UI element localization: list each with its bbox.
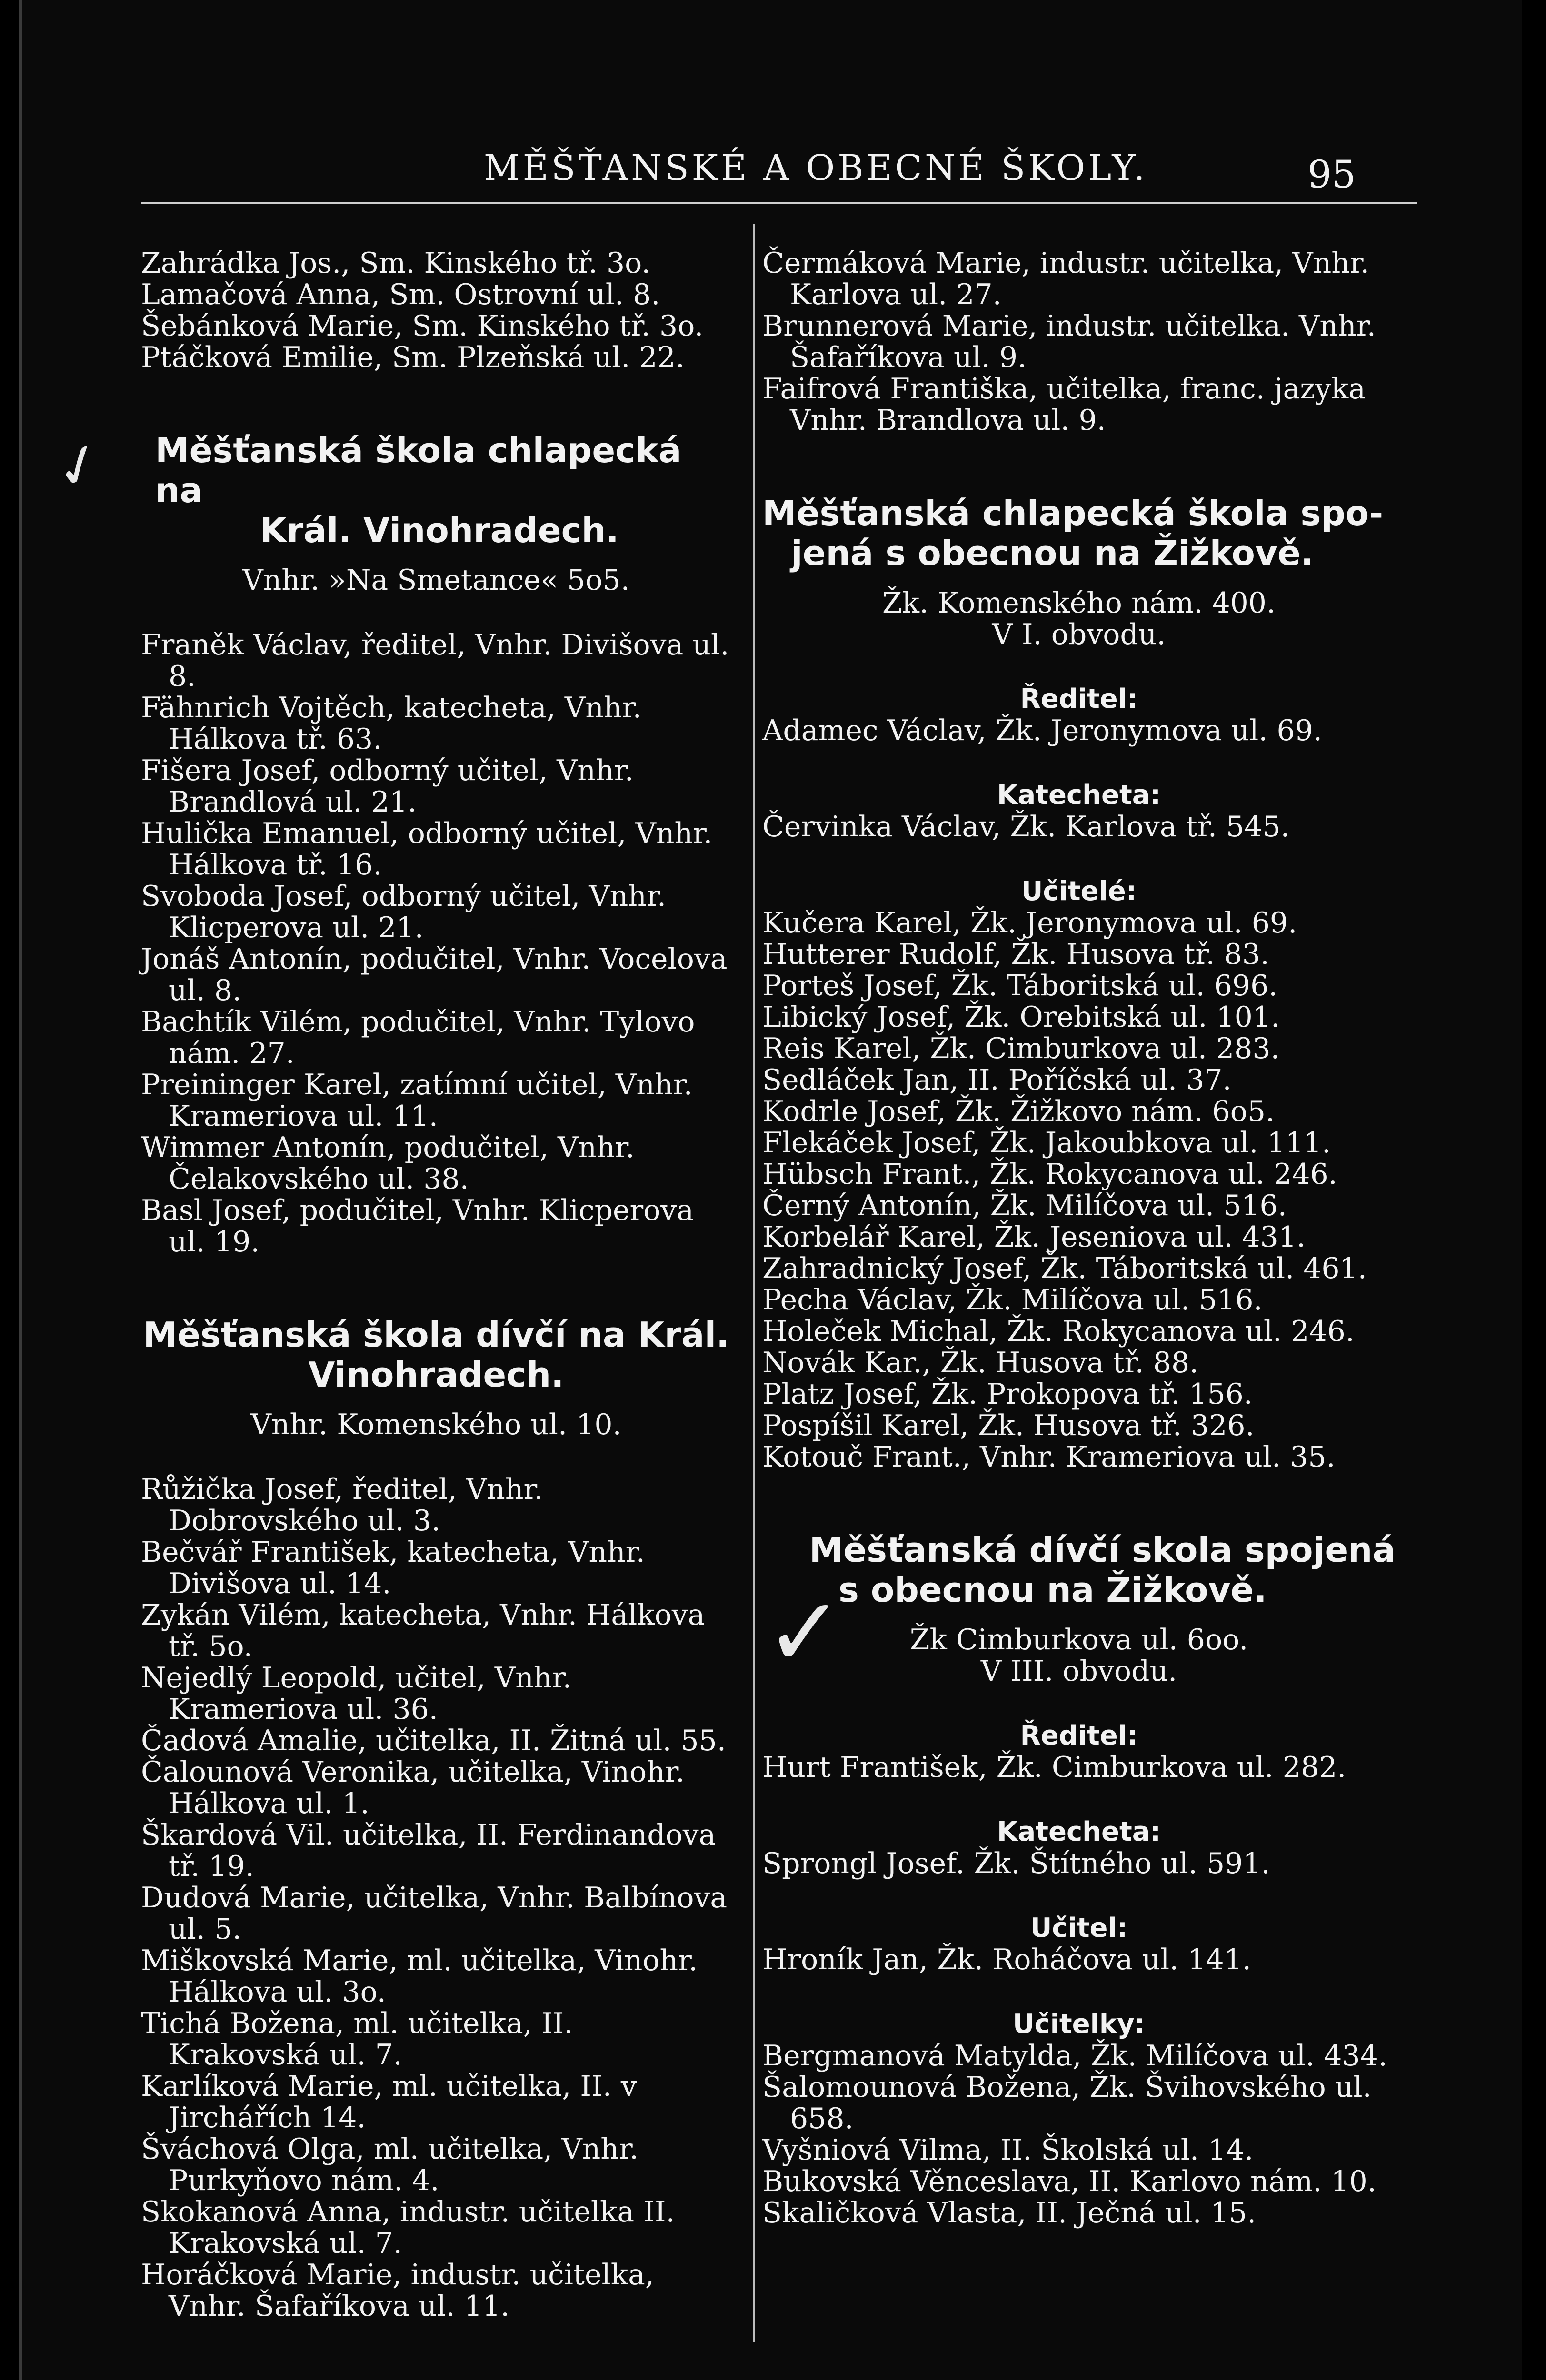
list-item: Franěk Václav, ředitel, Vnhr. Divišova ul. 8. (141, 628, 729, 693)
school-district: V I. obvodu. (992, 618, 1166, 651)
list-item: Lamačová Anna, Sm. Ostrovní ul. 8. (141, 278, 660, 311)
role-heading: Učitel: (1030, 1913, 1128, 1944)
school-title: Vinohradech. (308, 1355, 564, 1395)
role-heading: Ředitel: (1020, 1720, 1138, 1751)
list-item: Porteš Josef, Žk. Táboritská ul. 696. (762, 969, 1278, 1002)
list-item: Černý Antonín, Žk. Milíčova ul. 516. (762, 1189, 1287, 1222)
list-item: Korbelář Karel, Žk. Jeseniova ul. 431. (762, 1220, 1306, 1254)
list-item: Wimmer Antonín, podučitel, Vnhr. Čelakovského ul. 38. (141, 1131, 635, 1196)
list-item: Tichá Božena, ml. učitelka, II. Krakovská ul. 7. (141, 2007, 573, 2072)
list-item: Karlíková Marie, ml. učitelka, II. v Jirchářích 14. (141, 2070, 637, 2134)
list-item: Kučera Karel, Žk. Jeronymova ul. 69. (762, 906, 1297, 940)
list-item: Zahrádka Jos., Sm. Kinského tř. 3o. (141, 247, 651, 280)
role-heading: Učitelky: (1013, 2009, 1145, 2040)
school-title: Měšťanská škola chlapecká na (155, 430, 682, 510)
list-item: Holeček Michal, Žk. Rokycanova ul. 246. (762, 1315, 1355, 1348)
pen-mark-icon: ✓ (765, 1577, 845, 1688)
left-column (141, 248, 731, 2322)
list-item: Basl Josef, podučitel, Vnhr. Klicperova ul. 19. (141, 1194, 694, 1259)
school-title: Král. Vinohradech. (260, 510, 619, 550)
right-column (762, 248, 1396, 2229)
school-title: Měšťanská dívčí skola spojená (809, 1530, 1396, 1570)
list-item: Flekáček Josef, Žk. Jakoubkova ul. 111. (762, 1126, 1331, 1160)
school-address: Žk Cimburkova ul. 6oo. (909, 1623, 1248, 1656)
school-title: Měšťanská škola dívčí na Král. (143, 1315, 729, 1355)
list-item: Hurt František, Žk. Cimburkova ul. 282. (762, 1751, 1347, 1784)
role-heading: Ředitel: (1020, 684, 1138, 714)
school-section (762, 1530, 1396, 2229)
header-rule (141, 202, 1417, 204)
list-item: Čermáková Marie, industr. učitelka, Vnhr. Karlova ul. 27. (762, 247, 1370, 311)
list-item: Šváchová Olga, ml. učitelka, Vnhr. Purkyňovo nám. 4. (141, 2132, 639, 2197)
list-item: Bukovská Věnceslava, II. Karlovo nám. 10. (762, 2165, 1376, 2198)
list-item: Sedláček Jan, II. Poříčská ul. 37. (762, 1063, 1232, 1097)
school-address: Vnhr. »Na Smetance« 5o5. (242, 564, 630, 597)
list-item: Hroník Jan, Žk. Roháčova ul. 141. (762, 1943, 1251, 1976)
list-item: Čadová Amalie, učitelka, II. Žitná ul. 55. (141, 1724, 726, 1757)
list-item: Platz Josef, Žk. Prokopova tř. 156. (762, 1378, 1253, 1411)
list-item: Kotouč Frant., Vnhr. Krameriova ul. 35. (762, 1440, 1336, 1474)
list-item: Libický Josef, Žk. Orebitská ul. 101. (762, 1001, 1280, 1034)
list-item: Svoboda Josef, odborný učitel, Vnhr. Klicperova ul. 21. (141, 880, 667, 944)
list-item: Bergmanová Matylda, Žk. Milíčova ul. 434. (762, 2039, 1387, 2073)
list-item: Hulička Emanuel, odborný učitel, Vnhr. Hálkova tř. 16. (141, 817, 713, 882)
list-item: Jonáš Antonín, podučitel, Vnhr. Vocelova ul. 8. (141, 942, 728, 1007)
list-item: Adamec Václav, Žk. Jeronymova ul. 69. (762, 714, 1322, 747)
list-item: Růžička Josef, ředitel, Vnhr. Dobrovského ul. 3. (141, 1473, 543, 1537)
list-item: Čalounová Veronika, učitelka, Vinohr. Hálkova ul. 1. (141, 1755, 685, 1820)
list-item: Skaličková Vlasta, II. Ječná ul. 15. (762, 2196, 1257, 2230)
list-item: Zykán Vilém, katecheta, Vnhr. Hálkova tř. 5o. (141, 1598, 705, 1663)
book-page (19, 0, 1522, 2380)
list-item: Reis Karel, Žk. Cimburkova ul. 283. (762, 1032, 1280, 1065)
school-address: Žk. Komenského nám. 400. (882, 586, 1276, 620)
school-title: jená s obecnou na Žižkově. (791, 533, 1314, 573)
list-item: Červinka Václav, Žk. Karlova tř. 545. (762, 810, 1290, 843)
list-item: Škardová Vil. učitelka, II. Ferdinandova tř. 19. (141, 1818, 716, 1883)
list-item: Hutterer Rudolf, Žk. Husova tř. 83. (762, 938, 1269, 971)
list-item: Bachtík Vilém, podučitel, Vnhr. Tylovo nám. 27. (141, 1005, 695, 1070)
list-item: Fišera Josef, odborný učitel, Vnhr. Brandlová ul. 21. (141, 754, 634, 819)
pen-mark-icon: ✓ (45, 427, 113, 506)
school-title: s obecnou na Žižkově. (838, 1570, 1267, 1610)
list-item: Šebánková Marie, Sm. Kinského tř. 3o. (141, 309, 704, 343)
school-address: Vnhr. Komenského ul. 10. (250, 1408, 622, 1441)
list-item: Nejedlý Leopold, učitel, Vnhr. Krameriova ul. 36. (141, 1661, 572, 1726)
list-item: Šalomounová Božena, Žk. Švihovského ul. 658. (762, 2071, 1372, 2135)
list-item: Horáčková Marie, industr. učitelka, Vnhr. Šafaříkova ul. 11. (141, 2258, 654, 2323)
page-number: 95 (1307, 152, 1356, 197)
list-item: Faifrová Františka, učitelka, franc. jazyka Vnhr. Brandlova ul. 9. (762, 372, 1366, 437)
school-title: Měšťanská chlapecká škola spo- (762, 493, 1384, 533)
list-item: Hübsch Frant., Žk. Rokycanova ul. 246. (762, 1158, 1337, 1191)
list-item: Brunnerová Marie, industr. učitelka. Vnhr. Šafaříkova ul. 9. (762, 309, 1376, 374)
list-item: Novák Kar., Žk. Husova tř. 88. (762, 1346, 1199, 1379)
school-section (141, 430, 731, 1258)
school-district: V III. obvodu. (980, 1655, 1177, 1688)
role-heading: Katecheta: (997, 780, 1161, 811)
school-section (762, 493, 1396, 1473)
running-head (22, 143, 1522, 200)
list-item: Bečvář František, katecheta, Vnhr. Divišova ul. 14. (141, 1536, 645, 1600)
list-item: Preininger Karel, zatímní učitel, Vnhr. Krameriova ul. 11. (141, 1068, 693, 1133)
list-item: Ptáčková Emilie, Sm. Plzeňská ul. 22. (141, 341, 685, 374)
list-item: Pospíšil Karel, Žk. Husova tř. 326. (762, 1409, 1255, 1442)
list-item: Skokanová Anna, industr. učitelka II. Krakovská ul. 7. (141, 2195, 675, 2260)
list-item: Sprongl Josef. Žk. Štítného ul. 591. (762, 1847, 1270, 1880)
list-item: Fähnrich Vojtěch, katecheta, Vnhr. Hálkova tř. 63. (141, 691, 642, 756)
page-title: MĚŠŤANSKÉ A OBECNÉ ŠKOLY. (484, 148, 1148, 188)
school-section (141, 1315, 731, 2322)
list-item: Miškovská Marie, ml. učitelka, Vinohr. Hálkova ul. 3o. (141, 1944, 698, 2009)
list-item: Pecha Václav, Žk. Milíčova ul. 516. (762, 1283, 1263, 1317)
list-item: Zahradnický Josef, Žk. Táboritská ul. 461. (762, 1252, 1367, 1285)
list-item: Dudová Marie, učitelka, Vnhr. Balbínova ul. 5. (141, 1881, 728, 1946)
list-item: Kodrle Josef, Žk. Žižkovo nám. 6o5. (762, 1095, 1275, 1128)
role-heading: Katecheta: (997, 1816, 1161, 1847)
column-divider (753, 224, 755, 2342)
role-heading: Učitelé: (1021, 876, 1137, 907)
list-item: Vyšniová Vilma, II. Školská ul. 14. (762, 2133, 1254, 2167)
